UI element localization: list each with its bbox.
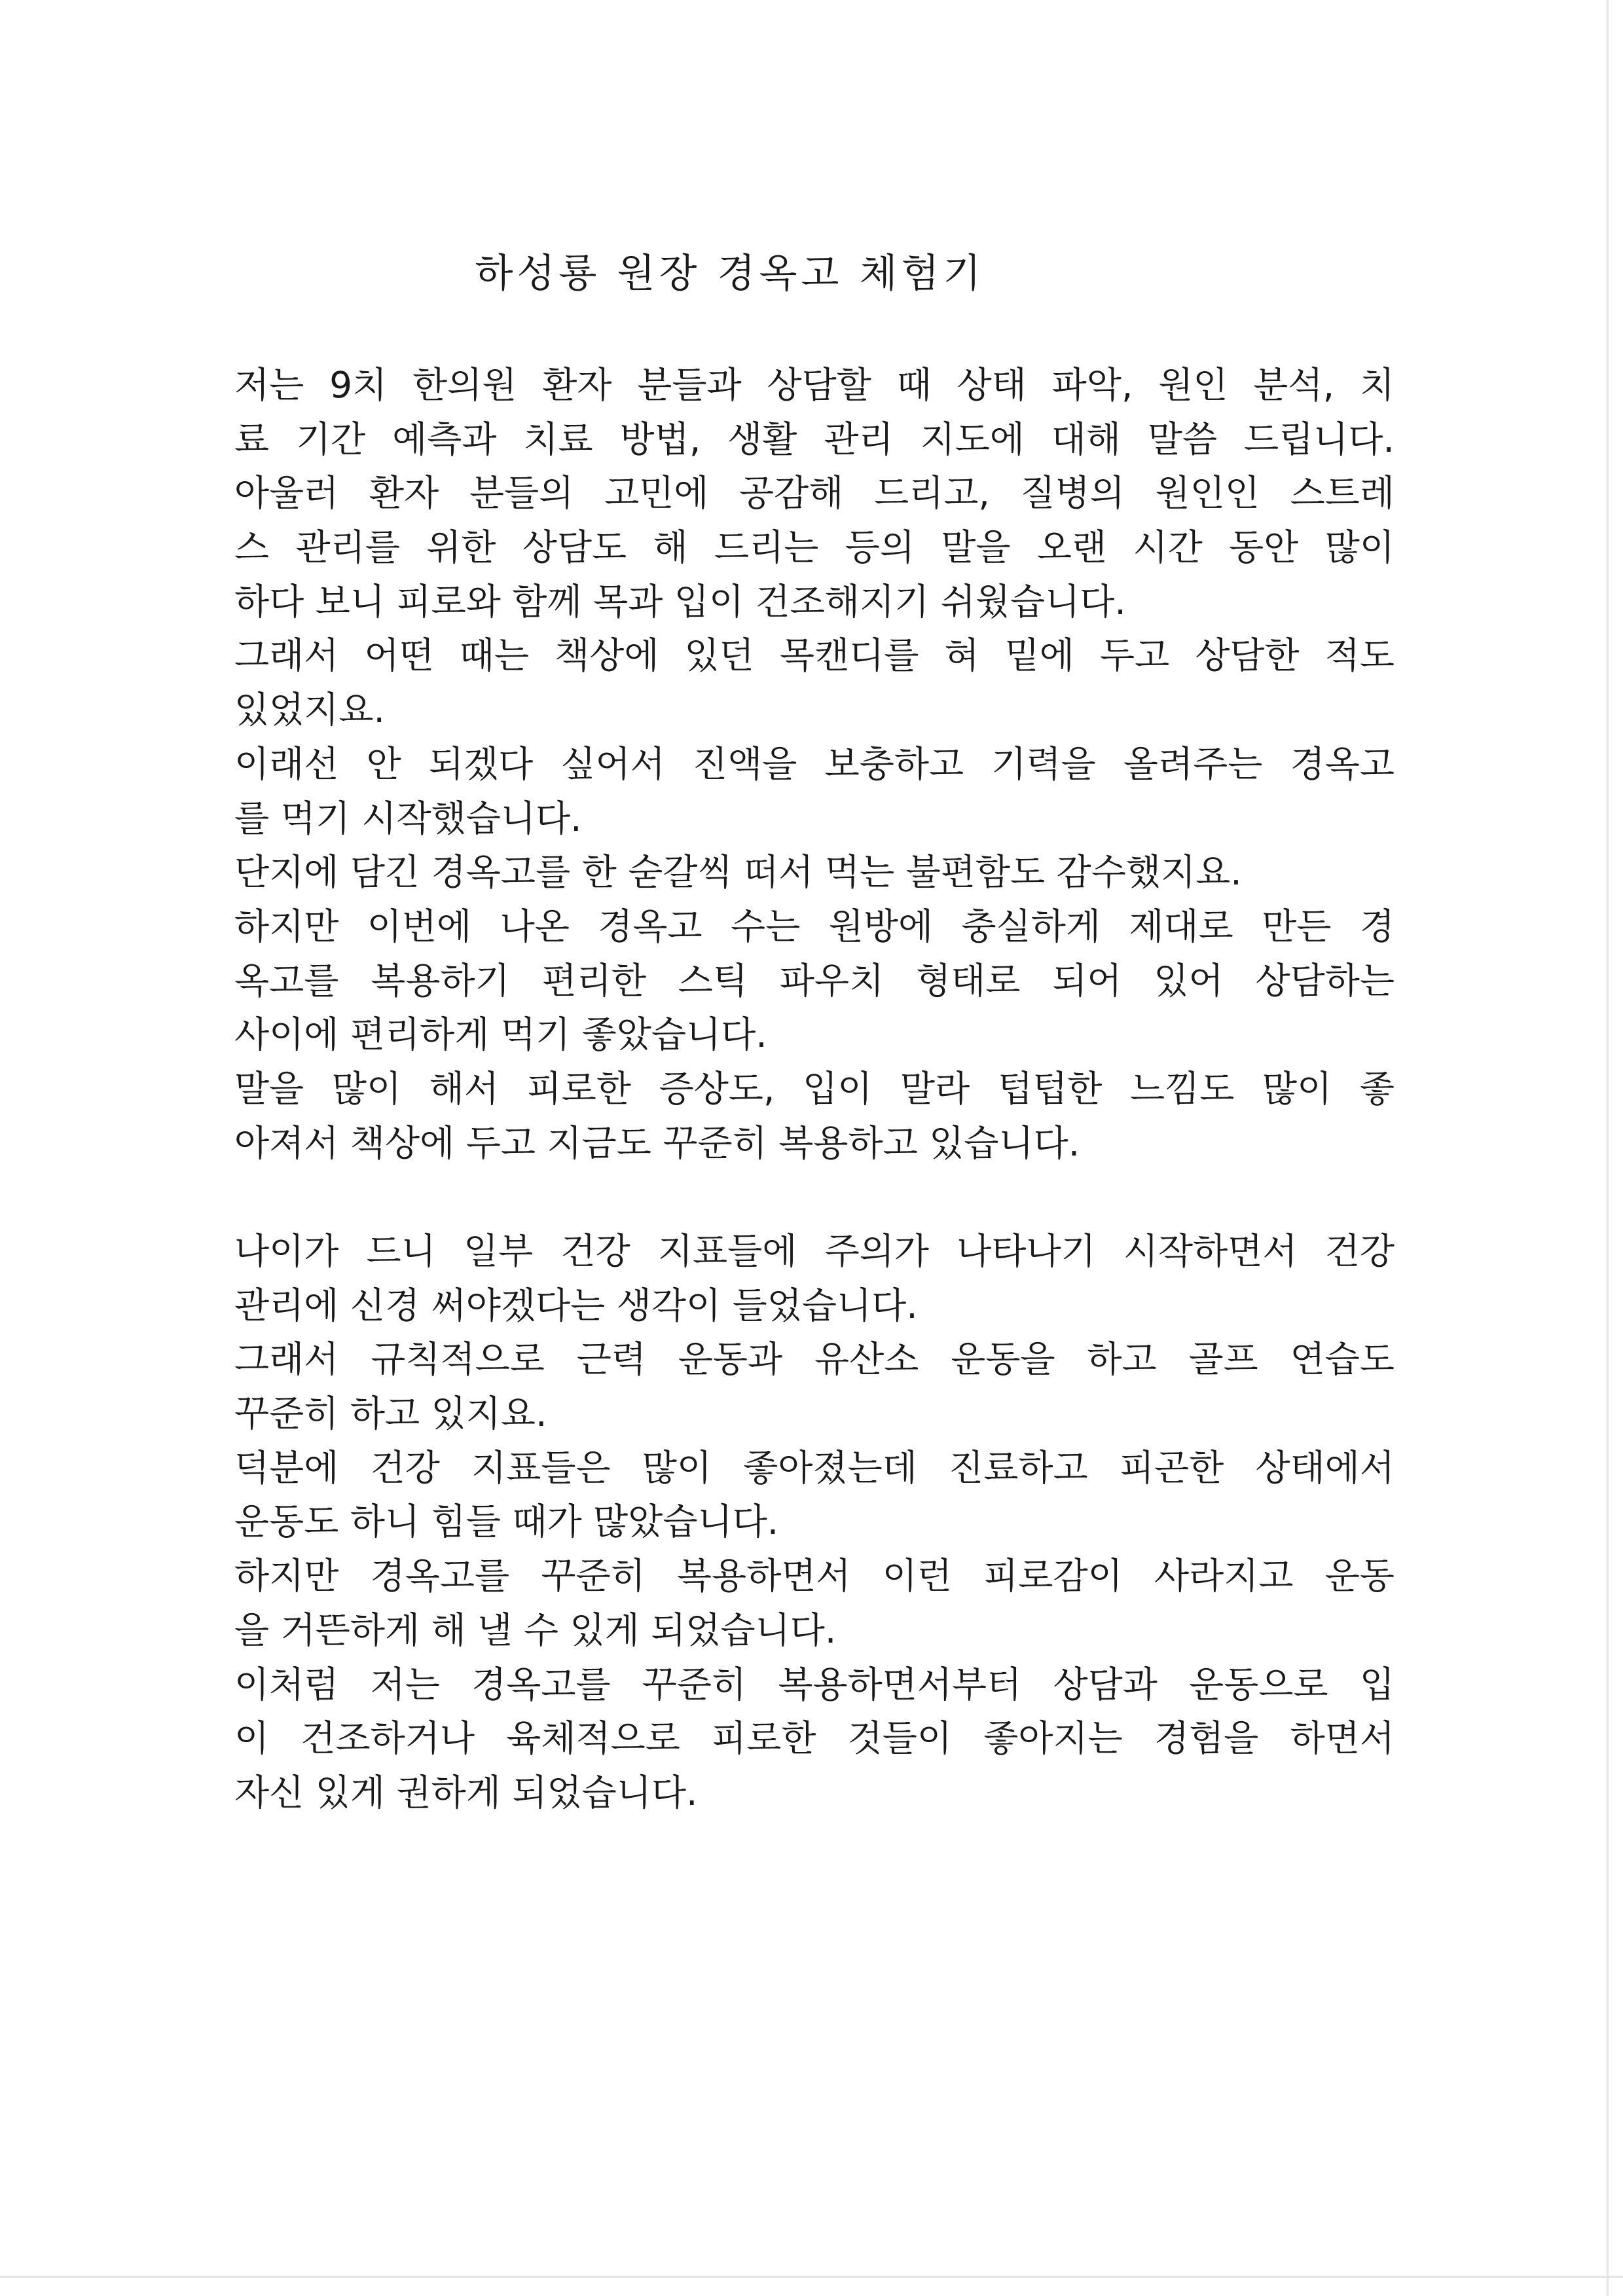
text-line: 이래선 안 되겠다 싶어서 진액을 보충하고 기력을 올려주는 경옥고 <box>234 742 1395 785</box>
text-line: 꾸준히 하고 있지요. <box>234 1393 547 1435</box>
text-line: 아울러 환자 분들의 고민에 공감해 드리고, 질병의 원인인 스트레 <box>234 472 1395 515</box>
text-line: 하지만 이번에 나온 경옥고 수는 원방에 충실하게 제대로 만든 경 <box>234 905 1395 947</box>
text-line: 를 먹기 시작했습니다. <box>234 797 582 839</box>
text-line: 이처럼 저는 경옥고를 꾸준히 복용하면서부터 상담과 운동으로 입 <box>234 1663 1395 1705</box>
text-line: 을 거뜬하게 해 낼 수 있게 되었습니다. <box>234 1609 837 1651</box>
document-body <box>234 358 1395 1820</box>
text-line: 사이에 편리하게 먹기 좋았습니다. <box>234 1013 767 1056</box>
text-line: 나이가 드니 일부 건강 지표들에 주의가 나타나기 시작하면서 건강 <box>234 1230 1395 1272</box>
document-title: 하성룡 원장 경옥고 체험기 <box>475 251 985 297</box>
text-line: 관리에 신경 써야겠다는 생각이 들었습니다. <box>234 1284 918 1326</box>
text-line: 말을 많이 해서 피로한 증상도, 입이 말라 텁텁한 느낌도 많이 좋 <box>234 1067 1395 1110</box>
text-line: 하다 보니 피로와 함께 목과 입이 건조해지기 쉬웠습니다. <box>234 580 1126 623</box>
text-line: 이 건조하거나 육체적으로 피로한 것들이 좋아지는 경험을 하면서 <box>234 1717 1395 1760</box>
text-line: 있었지요. <box>234 689 386 731</box>
text-line: 료 기간 예측과 치료 방법, 생활 관리 지도에 대해 말씀 드립니다. <box>234 418 1395 460</box>
text-line: 그래서 규칙적으로 근력 운동과 유산소 운동을 하고 골프 연습도 <box>234 1338 1395 1381</box>
text-line: 하지만 경옥고를 꾸준히 복용하면서 이런 피로감이 사라지고 운동 <box>234 1555 1395 1597</box>
text-line: 덕분에 건강 지표들은 많이 좋아졌는데 진료하고 피곤한 상태에서 <box>234 1446 1395 1489</box>
text-line: 그래서 어떤 때는 책상에 있던 목캔디를 혀 밑에 두고 상담한 적도 <box>234 634 1395 677</box>
text-line: 스 관리를 위한 상담도 해 드리는 등의 말을 오랜 시간 동안 많이 <box>234 526 1395 569</box>
page-right-edge <box>1607 0 1609 2296</box>
paragraph-gap <box>234 1170 1395 1224</box>
text-line: 저는 9치 한의원 환자 분들과 상담할 때 상태 파악, 원인 분석, 치 <box>234 364 1395 406</box>
text-line: 자신 있게 권하게 되었습니다. <box>234 1771 698 1813</box>
text-line: 단지에 담긴 경옥고를 한 숟갈씩 떠서 먹는 불편함도 감수했지요. <box>234 851 1242 894</box>
text-line: 아져서 책상에 두고 지금도 꾸준히 복용하고 있습니다. <box>234 1121 1080 1164</box>
page-bottom-edge <box>0 2276 1623 2278</box>
text-line: 운동도 하니 힘들 때가 많았습니다. <box>234 1501 779 1543</box>
text-line: 옥고를 복용하기 편리한 스틱 파우치 형태로 되어 있어 상담하는 <box>234 959 1395 1002</box>
